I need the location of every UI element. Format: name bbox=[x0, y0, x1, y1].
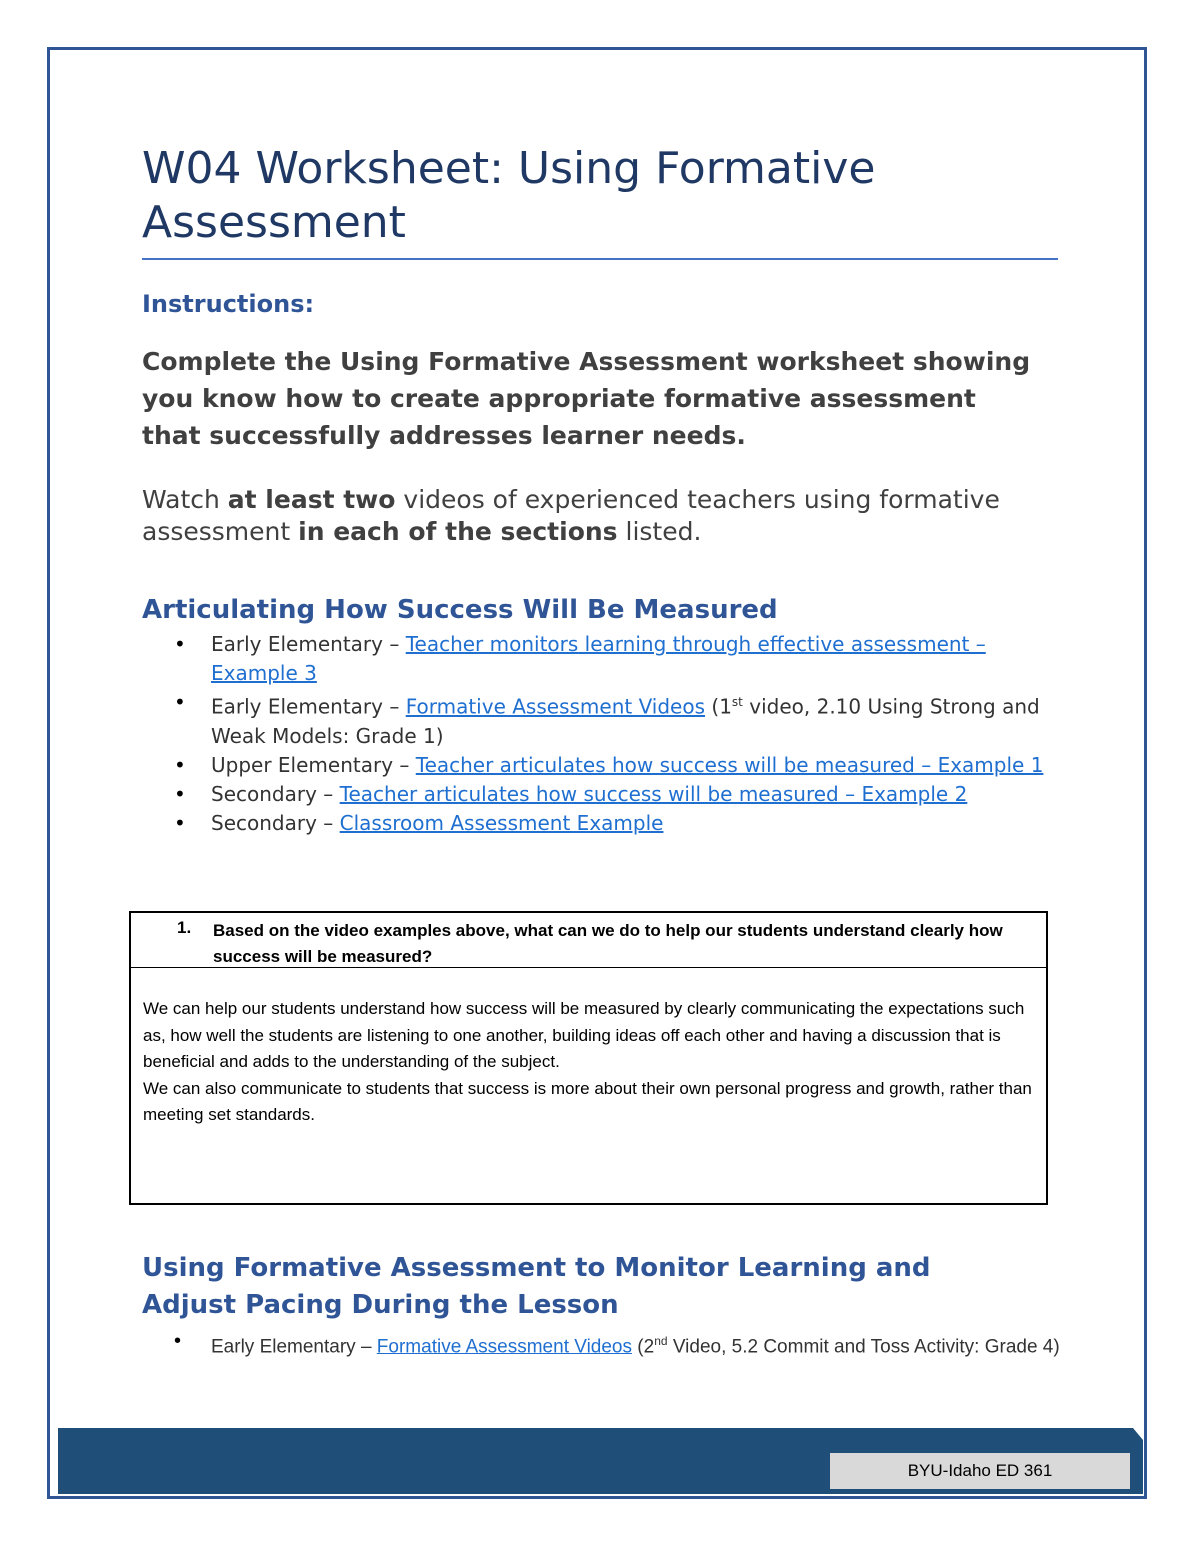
watch-text-1: Watch bbox=[142, 485, 228, 514]
question-header bbox=[131, 913, 1046, 968]
list-item: • Early Elementary – Teacher monitors learning through effective assessment – Example 3 bbox=[142, 630, 1072, 688]
list-item: • Early Elementary – Formative Assessment Videos (1st video, 2.10 Using Strong and Weak Models: Grade 1) bbox=[142, 688, 1072, 751]
watch-bold-1: at least two bbox=[227, 485, 396, 514]
watch-bold-2: in each of the sections bbox=[298, 517, 618, 546]
question-text: Based on the video examples above, what can we do to help our students understand clearly how success will be measured? bbox=[213, 921, 1003, 966]
watch-text-3: listed. bbox=[617, 517, 702, 546]
video-link[interactable]: Teacher monitors learning through effective assessment – Example 3 bbox=[211, 632, 986, 685]
list-item: • Upper Elementary – Teacher articulates how success will be measured – Example 1 bbox=[142, 751, 1072, 780]
video-link[interactable]: Formative Assessment Videos bbox=[405, 694, 706, 719]
video-link[interactable]: Teacher articulates how success will be measured – Example 1 bbox=[415, 752, 1044, 777]
section2-link-list bbox=[142, 1326, 1072, 1362]
answer-paragraph: We can help our students understand how success will be measured by clearly communicating the expectations such as, how well the students are listening to one another, building ideas off each other and having a discussion that is beneficial and adds to the understanding of the subject. bbox=[143, 999, 1025, 1071]
section-heading-success-measured: Articulating How Success Will Be Measured bbox=[142, 595, 778, 625]
section-heading-monitor-learning: Using Formative Assessment to Monitor Learning and Adjust Pacing During the Lesson bbox=[142, 1253, 931, 1320]
instructions-heading: Instructions: bbox=[142, 290, 315, 318]
watch-instruction bbox=[142, 484, 1022, 548]
question-number: 1. bbox=[177, 918, 192, 937]
video-link[interactable]: Formative Assessment Videos bbox=[376, 1336, 632, 1358]
answer-field[interactable] bbox=[131, 968, 1046, 1129]
footer-course-label: BYU-Idaho ED 361 bbox=[828, 1451, 1132, 1491]
answer-paragraph: We can also communicate to students that success is more about their own personal progress and growth, rather than meeting set standards. bbox=[143, 1078, 1032, 1124]
section1-link-list bbox=[142, 630, 1072, 838]
video-link[interactable]: Classroom Assessment Example bbox=[339, 810, 664, 835]
question-box bbox=[129, 911, 1048, 1205]
list-item: • Early Elementary – Formative Assessment Videos (2nd Video, 5.2 Commit and Toss Activity: Grade 4) bbox=[142, 1326, 1072, 1362]
page-title: W04 Worksheet: Using Formative Assessment bbox=[142, 143, 876, 248]
list-item: • Secondary – Teacher articulates how success will be measured – Example 2 bbox=[142, 780, 1072, 809]
video-link[interactable]: Teacher articulates how success will be measured – Example 2 bbox=[339, 781, 968, 806]
watch-text-2: videos of experienced teachers using formative assessment bbox=[142, 485, 1000, 546]
list-item: • Secondary – Classroom Assessment Example bbox=[142, 809, 1072, 838]
instructions-lead: Complete the Using Formative Assessment worksheet showing you know how to create appropriate formative assessment that successfully addresses learner needs. bbox=[142, 347, 1031, 450]
title-underline bbox=[142, 258, 1058, 260]
